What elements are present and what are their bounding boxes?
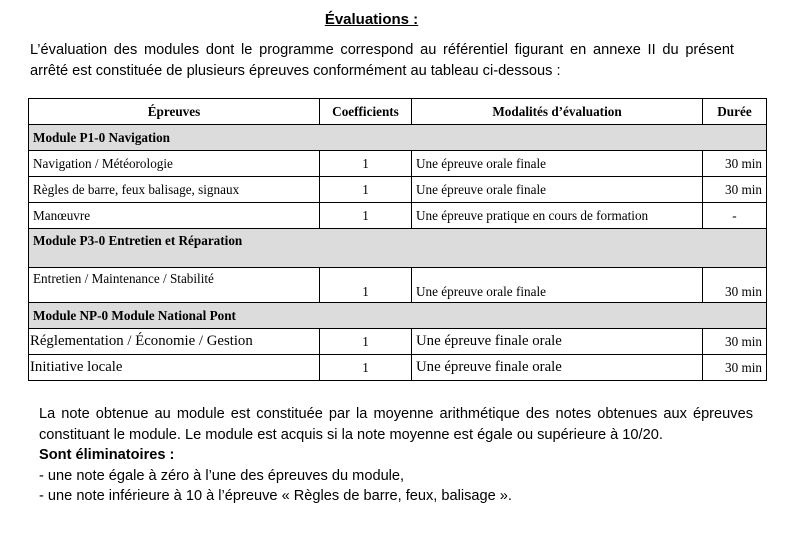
- intro-paragraph: L’évaluation des modules dont le programme correspond au référentiel figurant en annexe II du présent arrêté est constituée de plusieurs épreuves conformément au tableau ci-dessous :: [30, 42, 734, 79]
- cell-modalite: Une épreuve orale finale: [412, 177, 703, 203]
- section-title-p1: Module P1-0 Navigation: [29, 125, 767, 151]
- cell-modalite: Une épreuve orale finale: [412, 151, 703, 177]
- section-row-p3: [29, 229, 767, 268]
- section-row-np: [29, 303, 767, 329]
- cell-coef: 1: [320, 329, 412, 355]
- header-coefficients: Coefficients: [320, 99, 412, 125]
- conclusion-paragraph: La note obtenue au module est constituée par la moyenne arithmétique des notes obtenues aux épreuves constituant le module. Le module est acquis si la note moyenne est égale ou supérieure à 10/20.: [39, 406, 753, 443]
- section-title-np: Module NP-0 Module National Pont: [29, 303, 767, 329]
- cell-coef: 1: [320, 268, 412, 303]
- table-row: [29, 203, 767, 229]
- cell-epreuve: Initiative locale: [29, 355, 320, 381]
- table-row: [29, 355, 767, 381]
- cell-modalite: Une épreuve pratique en cours de formation: [412, 203, 703, 229]
- cell-epreuve: Entretien / Maintenance / Stabilité: [29, 268, 320, 303]
- table-row: [29, 177, 767, 203]
- cell-duree: 30 min: [703, 151, 767, 177]
- cell-coef: 1: [320, 203, 412, 229]
- section-title: Évaluations :: [324, 11, 419, 28]
- cell-epreuve: Règles de barre, feux balisage, signaux: [29, 177, 320, 203]
- table-row: [29, 329, 767, 355]
- cell-duree: 30 min: [703, 355, 767, 381]
- cell-modalite: Une épreuve finale orale: [412, 355, 703, 381]
- cell-coef: 1: [320, 177, 412, 203]
- cell-duree: 30 min: [703, 329, 767, 355]
- table-row: [29, 151, 767, 177]
- evaluation-table: [28, 98, 767, 381]
- cell-coef: 1: [320, 151, 412, 177]
- cell-coef: 1: [320, 355, 412, 381]
- section-title-p3: Module P3-0 Entretien et Réparation: [29, 229, 767, 268]
- cell-modalite: Une épreuve orale finale: [412, 268, 703, 303]
- cell-epreuve: Manœuvre: [29, 203, 320, 229]
- eliminatory-item: - une note inférieure à 10 à l’épreuve « Règles de barre, feux, balisage ».: [39, 488, 512, 504]
- cell-duree: 30 min: [703, 268, 767, 303]
- cell-epreuve: Navigation / Météorologie: [29, 151, 320, 177]
- conclusion-block: [39, 404, 753, 507]
- cell-epreuve: Réglementation / Économie / Gestion: [29, 329, 320, 355]
- cell-duree: 30 min: [703, 177, 767, 203]
- eliminatory-item: - une note égale à zéro à l’une des épreuves du module,: [39, 467, 405, 484]
- header-epreuves: Épreuves: [29, 99, 320, 125]
- table-row: [29, 268, 767, 303]
- section-row-p1: [29, 125, 767, 151]
- cell-duree: -: [703, 203, 767, 229]
- header-modalites: Modalités d’évaluation: [412, 99, 703, 125]
- eliminatory-heading: Sont éliminatoires :: [39, 447, 175, 463]
- header-duree: Durée: [703, 99, 767, 125]
- table-header-row: [29, 99, 767, 125]
- cell-modalite: Une épreuve finale orale: [412, 329, 703, 355]
